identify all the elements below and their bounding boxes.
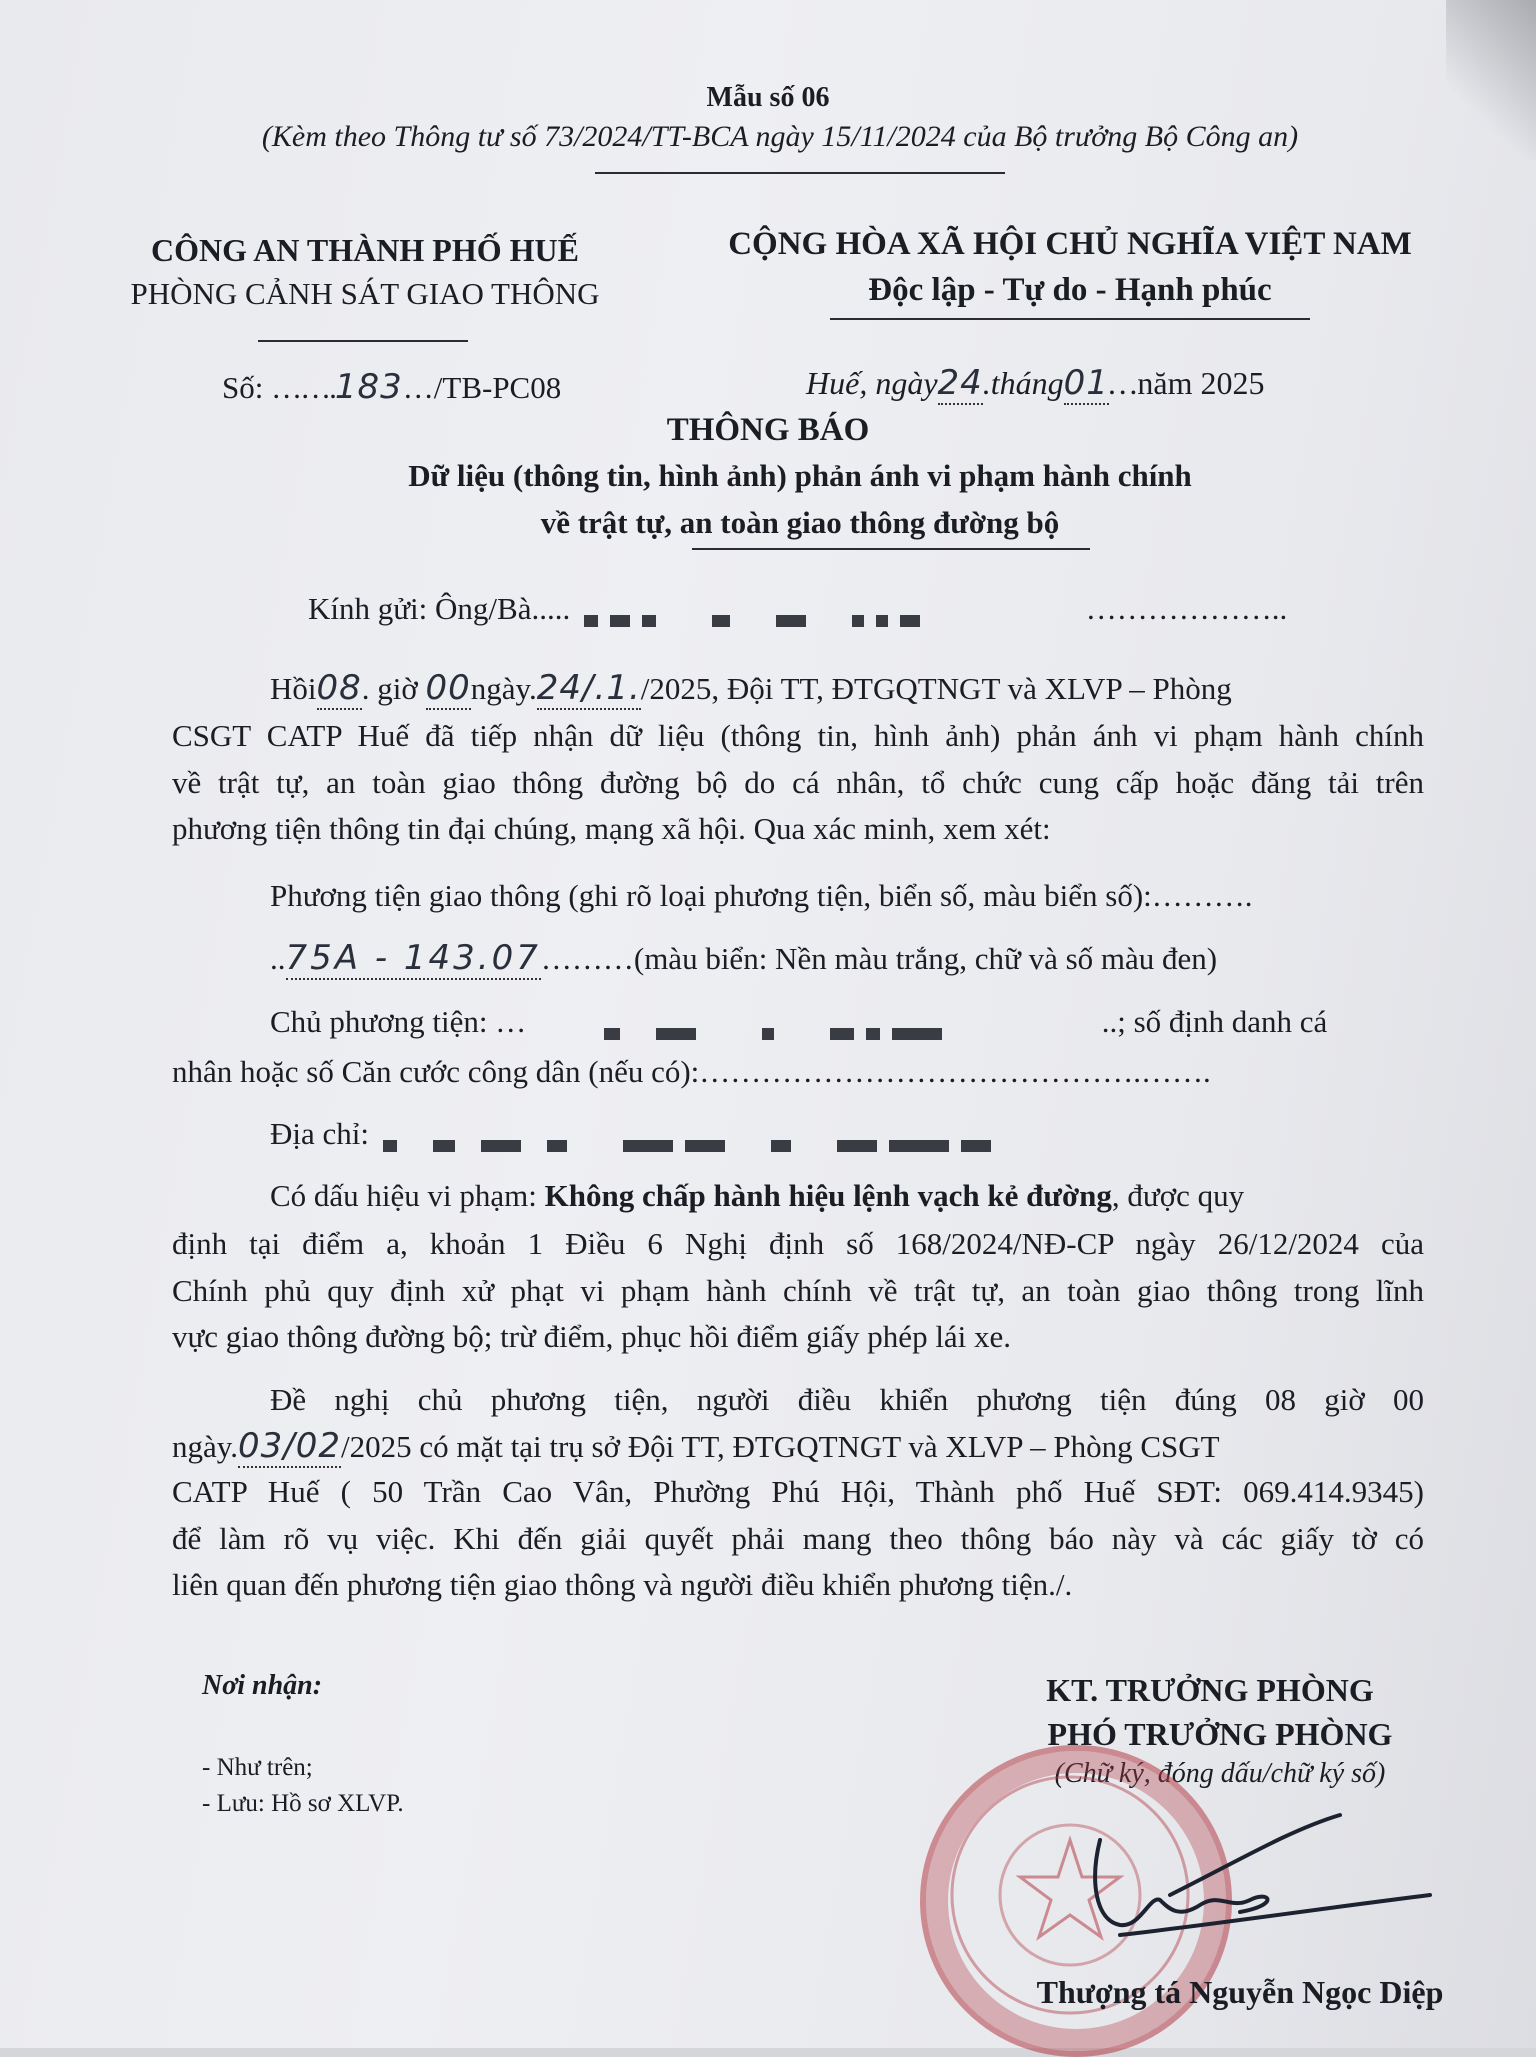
signer-position: PHÓ TRƯỞNG PHÒNG bbox=[1047, 1716, 1393, 1752]
minute-handwritten: 00 bbox=[425, 668, 471, 708]
recipient-item-2: - Lưu: Hồ sơ XLVP. bbox=[202, 1790, 404, 1817]
header-divider bbox=[595, 172, 1005, 174]
plate-handwritten: 75A - 143.07 bbox=[285, 938, 541, 978]
request-line1: Đề nghị chủ phương tiện, người điều khiển phương tiện đúng 08 giờ 00 bbox=[270, 1382, 1424, 1417]
agency-underline bbox=[258, 340, 468, 342]
paragraph1-line4: phương tiện thông tin đại chúng, mạng xã hội. Qua xác minh, xem xét: bbox=[172, 811, 1051, 846]
date-place: Huế, ngày bbox=[806, 365, 938, 401]
signer-authority: KT. TRƯỞNG PHÒNG bbox=[1046, 1672, 1374, 1708]
request-line3: CATP Huế ( 50 Trần Cao Vân, Phường Phú Hội, Thành phố Huế SĐT: 069.414.9345) bbox=[172, 1474, 1424, 1509]
recipient-item-1: - Như trên; bbox=[202, 1754, 313, 1781]
violation-line3: Chính phủ quy định xử phạt vi phạm hành chính về trật tự, an toàn giao thông trong lĩnh bbox=[172, 1273, 1424, 1308]
redacted-owner-name bbox=[534, 1013, 1094, 1037]
date-year: năm 2025 bbox=[1137, 365, 1265, 401]
hour-handwritten: 08 bbox=[316, 668, 362, 708]
violation-type: Không chấp hành hiệu lệnh vạch kẻ đường bbox=[544, 1178, 1112, 1213]
national-motto: Độc lập - Tự do - Hạnh phúc bbox=[868, 272, 1272, 308]
country-name: CỘNG HÒA XÃ HỘI CHỦ NGHĨA VIỆT NAM bbox=[728, 226, 1412, 262]
paragraph1-line3: về trật tự, an toàn giao thông đường bộ do cá nhân, tổ chức cung cấp hoặc đăng tải trên bbox=[172, 765, 1424, 800]
motto-underline bbox=[830, 318, 1310, 320]
receipt-time-line: Hồi08. giờ 00ngày.24/.1./2025, Đội TT, ĐTGQTNGT và XLVP – Phòng bbox=[270, 668, 1232, 708]
owner-label: Chủ phương tiện: … bbox=[270, 1004, 527, 1039]
form-number: Mẫu số 06 bbox=[706, 82, 830, 113]
hoi-label: Hồi bbox=[270, 671, 317, 706]
recipient-label: Kính gửi: Ông/Bà..... bbox=[308, 591, 571, 626]
number-prefix: Số: bbox=[222, 370, 272, 405]
redacted-recipient-name bbox=[578, 600, 1078, 624]
department-name: PHÒNG CẢNH SÁT GIAO THÔNG bbox=[130, 276, 600, 311]
paragraph1-line2: CSGT CATP Huế đã tiếp nhận dữ liệu (thông tin, hình ảnh) phản ánh vi phạm hành chính bbox=[172, 718, 1424, 753]
request-line5: liên quan đến phương tiện giao thông và người điều khiển phương tiện./. bbox=[172, 1567, 1073, 1602]
address-line bbox=[270, 1116, 1397, 1152]
gio-label: giờ bbox=[377, 671, 418, 706]
agency-name: CÔNG AN THÀNH PHỐ HUẾ bbox=[151, 232, 579, 268]
title-underline bbox=[692, 548, 1090, 550]
notice-subtitle-line1: Dữ liệu (thông tin, hình ảnh) phản ánh vi phạm hành chính bbox=[408, 458, 1192, 493]
request-ngay: ngày bbox=[172, 1429, 231, 1464]
document-number: Số: …….183…/TB-PC08 bbox=[222, 367, 562, 407]
request-line4: để làm rõ vụ việc. Khi đến giải quyết phải mang theo thông báo này và các giấy tờ có bbox=[172, 1521, 1424, 1556]
day-handwritten: 24/.1. bbox=[536, 668, 641, 708]
receipt-line-tail: /2025, Đội TT, ĐTGQTNGT và XLVP – Phòng bbox=[640, 671, 1232, 706]
recipient-dots: ……………….. bbox=[1085, 591, 1288, 626]
form-reference: (Kèm theo Thông tư số 73/2024/TT-BCA ngày 15/11/2024 của Bộ trưởng Bộ Công an) bbox=[261, 120, 1299, 153]
violation-line1 bbox=[270, 1178, 1244, 1214]
recipients-heading: Nơi nhận: bbox=[202, 1670, 323, 1701]
violation-prefix: Có dấu hiệu vi phạm: bbox=[270, 1178, 545, 1213]
signature-note: (Chữ ký, đóng dấu/chữ ký số) bbox=[1054, 1758, 1386, 1789]
handwritten-signature bbox=[1060, 1800, 1440, 1950]
vehicle-plate-line: ..75A - 143.07………(màu biển: Nền màu trắng, chữ và số màu đen) bbox=[270, 938, 1218, 978]
recipient-line bbox=[308, 591, 1287, 627]
plate-color: (màu biển: Nền màu trắng, chữ và số màu đen) bbox=[633, 941, 1218, 976]
redacted-address bbox=[377, 1125, 1397, 1149]
violation-line4: vực giao thông đường bộ; trừ điểm, phục hồi điểm giấy phép lái xe. bbox=[172, 1319, 1012, 1354]
request-line2: ngày.03/02/2025 có mặt tại trụ sở Đội TT, ĐTGQTNGT và XLVP – Phòng CSGT bbox=[172, 1426, 1220, 1466]
notice-subtitle-line2: về trật tự, an toàn giao thông đường bộ bbox=[540, 505, 1060, 540]
notice-title: THÔNG BÁO bbox=[666, 412, 870, 448]
owner-line bbox=[270, 1004, 1327, 1040]
violation-line2: định tại điểm a, khoản 1 Điều 6 Nghị định số 168/2024/NĐ-CP ngày 26/12/2024 của bbox=[172, 1226, 1424, 1261]
date-day-handwritten: 24 bbox=[937, 363, 983, 403]
date-month-handwritten: 01 bbox=[1063, 363, 1109, 403]
violation-suffix: , được quy bbox=[1111, 1178, 1245, 1213]
issue-date: Huế, ngày24.tháng01…năm 2025 bbox=[806, 363, 1265, 403]
appointment-date-handwritten: 03/02 bbox=[238, 1426, 341, 1466]
vehicle-label: Phương tiện giao thông (ghi rõ loại phương tiện, biển số, màu biển số):………. bbox=[270, 878, 1253, 913]
number-suffix: /TB-PC08 bbox=[433, 370, 562, 405]
ngay-label: ngày bbox=[470, 671, 530, 706]
signer-name: Thượng tá Nguyễn Ngọc Diệp bbox=[1036, 1974, 1444, 2010]
address-label: Địa chỉ: bbox=[270, 1116, 369, 1151]
id-number-line: nhân hoặc số Căn cước công dân (nếu có):…………………………………….……. bbox=[172, 1054, 1211, 1089]
date-month-label: tháng bbox=[990, 365, 1064, 401]
owner-tail: ..; số định danh cá bbox=[1101, 1004, 1328, 1039]
number-handwritten: 183 bbox=[334, 367, 403, 407]
request-line2-tail: /2025 có mặt tại trụ sở Đội TT, ĐTGQTNGT và XLVP – Phòng CSGT bbox=[340, 1429, 1220, 1464]
